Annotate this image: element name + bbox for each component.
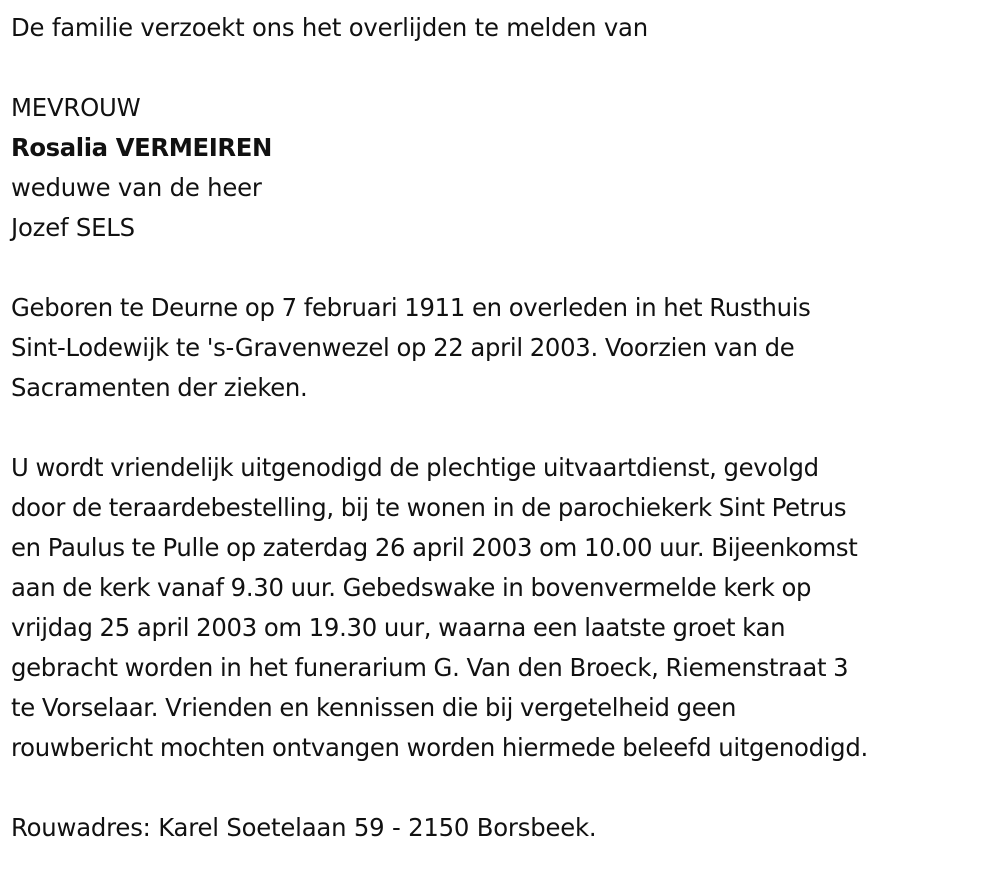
paragraph-line: aan de kerk vanaf 9.30 uur. Gebedswake in bovenvermelde kerk op (11, 573, 812, 602)
paragraph-line: U wordt vriendelijk uitgenodigd de plechtige uitvaartdienst, gevolgd (11, 453, 819, 482)
paragraph-line: Geboren te Deurne op 7 februari 1911 en overleden in het Rusthuis (11, 293, 811, 322)
funeral-paragraph (11, 448, 996, 768)
paragraph-line: gebracht worden in het funerarium G. Van den Broeck, Riemenstraat 3 (11, 653, 849, 682)
intro-text: De familie verzoekt ons het overlijden te melden van (11, 13, 648, 42)
obituary-notice (11, 8, 996, 848)
paragraph-line: Sint-Lodewijk te 's-Gravenwezel op 22 april 2003. Voorzien van de (11, 333, 795, 362)
spacer (11, 768, 996, 808)
deceased-title: MEVROUW (11, 93, 141, 122)
paragraph-line: en Paulus te Pulle op zaterdag 26 april 2003 om 10.00 uur. Bijeenkomst (11, 533, 858, 562)
paragraph-line: Sacramenten der zieken. (11, 373, 308, 402)
paragraph-line: vrijdag 25 april 2003 om 19.30 uur, waarna een laatste groet kan (11, 613, 786, 642)
spacer (11, 48, 996, 88)
spouse-name: Jozef SELS (11, 213, 135, 242)
spacer (11, 408, 996, 448)
paragraph-line: rouwbericht mochten ontvangen worden hiermede beleefd uitgenodigd. (11, 733, 868, 762)
birth-death-paragraph (11, 288, 996, 408)
paragraph-line: te Vorselaar. Vrienden en kennissen die bij vergetelheid geen (11, 693, 737, 722)
address-text: Rouwadres: Karel Soetelaan 59 - 2150 Borsbeek. (11, 813, 597, 842)
spacer (11, 248, 996, 288)
relation-text: weduwe van de heer (11, 173, 262, 202)
deceased-name: Rosalia VERMEIREN (11, 133, 272, 162)
paragraph-line: door de teraardebestelling, bij te wonen in de parochiekerk Sint Petrus (11, 493, 847, 522)
